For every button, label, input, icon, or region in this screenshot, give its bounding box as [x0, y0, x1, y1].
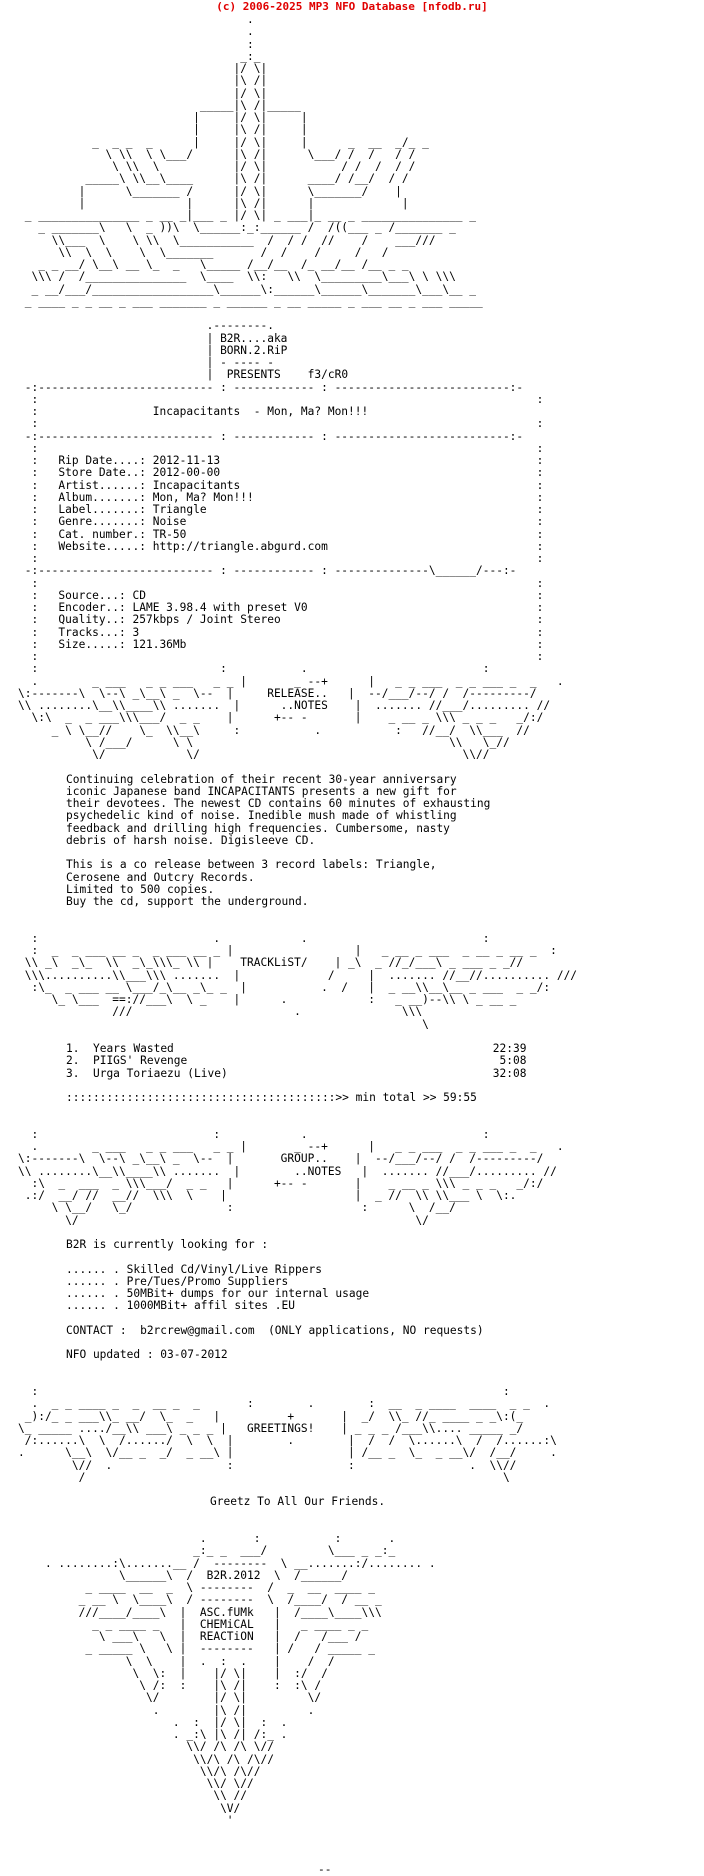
tracklist-header: : . . : : _ _ ___ __ _ _ ___ __ _ | | _ __ _ ___ _ __ _ __ _ : \\ _\ _\_ \\ _\_\\\_ \\ | TRACKLiST/ | _\ _ //_/___\ _ ___ _ _// \\\..........\\___\\\ ....... | / | ....... //__//.......... /// :\_ _ ___ __ \___/_\__ _\_ _ | . / | _ __\\__\__ _ ___ _ _/: \_ \___ ==://___\ \ _ | . : _ __)--\\ \ _ __ _ /// . \\\ \	[24, 931, 578, 1031]
track-title: Years Wasted	[92, 1042, 174, 1055]
track-row	[66, 1054, 526, 1067]
ascii-tag: f3/cR0	[307, 368, 349, 382]
tech-info: : : : Source...: CD : : Encoder..: LAME 3.98.4 with preset V0 : : Quality..: 257kbps / Joint Stereo : : Tracks...: 3 : : Size.....: 121.36Mb : : :	[31, 576, 544, 663]
track-time: 22:39	[492, 1042, 527, 1055]
release-notes-header: : : . : . _ ___ _ _ ___ _ _ | _ --+ | _ _ ___ _ _ ___ _ _ . \:-------\ \--\ _\__\ _ \-- | RELEASE.. | --/___/--/ / /---------/ \\ ........\__\\____\\ ....... | ..NOTES | ....... //___/......... // \:\ _ _ ___\\\___/ _ _ | +-- - | _ __ _ \\\ _ _ _ _/:/ _ \ \__// \_ \\__\ : . : //__/ \\___ // \ /___/ \ \ \\ \_// \/ \/ \\//	[18, 662, 564, 761]
site-header	[0, 0, 704, 14]
divider: -:-------------------------- : ------------ : --------------------------:-	[18, 429, 524, 443]
track-row	[66, 1067, 526, 1080]
logo-art: . . : _:_ |/ \| |\ /| |/ \| _____|\ /|_____ | |/ \| | | |\ /| | _ _ _ _ | |/ \| | _ __ _/_ _ \ \\ \ \___/ |\ /| \___/ / / / / \ \\ \ |/ \| / / / / / _____\ \\__\____ |\ /| ____/ /__/ / / | \_______ / |/ \| \_______/ | | | |\ /| | | _ _______________ _ __ _|___ _ |/ \| _ ___|_ __ _ _______________ _ _ _______\ \ _ ))\ \______:_:______ / /((___ _ /_______ _ \\___ \ \ \\ \___________ / / / // / ___/// \\ \ \ \ \_______ / / / / / _ _ __/ \__\ __ \_ _ \_____ /__/__ /_ __/__ /__ _ _ \\\ / /_______________ \____ \\: \\ \_________\___\ \ \\\ _ __/___/__________________\______\:______\______\_______\___\__ _ _ ____ _ _ __ _ ___ _______ _ ______ _ __ _____ _ ___ __ _ ___ _____	[24, 14, 483, 308]
greetz-text: Greetz To All Our Friends.	[210, 1495, 386, 1509]
track-number: 1.	[66, 1042, 80, 1055]
release-title: Incapacitants - Mon, Ma? Mon!!!	[152, 405, 369, 418]
copyright-text[interactable]: (c) 2006-2025 MP3 NFO Database [nfodb.ru]	[216, 0, 488, 13]
greetings-header: : : . _ _ ____ _ _ __ _ _ : . : __ _ ____ ____ _ _ . _):/_ _ ___\\_ __/ \_ _ | + | _/ \\_ //_ ____ _ _\:(_ \_ _____ ..../__\\ ___\ _ _ _ | GREETINGS! | _ _ _ /___\\.... _____ _/ /:......\ \ /....../ \ \ | . | / / \......\ / /......:\ . \__\ \/__ _ _/ _ __\ | | /__ _ \_ _ __\/ /__/ . \// . : : . \\// / \	[18, 1385, 557, 1484]
presents-box: .--------. | B2R....aka | BORN.2.RiP | - ---- - | PRESENTS	[206, 319, 288, 382]
group-notes: B2R is currently looking for : ...... . Skilled Cd/Vinyl/Live Rippers ...... . Pre/Tues/Promo Suppliers ...... . 50MBit+ dumps for our internal usage ...... . 1000MBit+ affil sites .EU CONTACT : b2rcrew@gmail.com (ONLY applications, NO requests) NFO updated : 03-07-2012	[66, 1238, 484, 1362]
divider: -:-------------------------- : ------------ : --------------------------:-	[18, 380, 524, 394]
total-time: ::::::::::::::::::::::::::::::::::::::::>> min total >> 59:55	[66, 1091, 477, 1104]
track-title: PIIGS' Revenge	[92, 1054, 188, 1068]
track-time: 32:08	[492, 1066, 527, 1080]
divider: -:-------------------------- : ------------ : --------------\______/---:-	[18, 564, 517, 578]
tracklist	[18, 1043, 704, 1104]
track-number: 2.	[66, 1054, 80, 1068]
release-notes: Continuing celebration of their recent 30-year anniversary iconic Japanese band INCAPACITANTS presents a new gift for their devotees. The newest CD contains 60 minutes of exhausting psychedelic kind of noise. Inedible mush made of whistling feedback and drilling high frequencies. Cumbersome, nasty debris of harsh noise. Digisleeve CD. This is a co release between 3 record labels: Triangle, Cerosene and Outcry Records. Limited to 500 copies. Buy the cd, support the underground.	[66, 772, 491, 908]
track-title: Urga Toriaezu (Live)	[92, 1066, 228, 1080]
footer-art: . : : . _:_ _ ___/ \___ _ _:_ . ........:\.......__ / -------- \ __.......:/........ . \______\ / B2R.2012 \ /______/ _ ____ __ _ \ -------- / _ __ ____ _ _ __ \ \____\ / -------- \ /____/ / __ _ ///____/____\ | ASC.fUMk | /____\____\\\ _ _ ____ _ | CHEMiCAL | _ ____ _ _ \ ___\ \ | REACTiON | / /___ / _ _____ \ \ | -------- | / / _____ _ \ \ | . : . | / / \ \: | |/ \| | :/ / \ /: : |\ /| : :\ / \/ |/ \| \/ . |\ /| . . : |/ \| : . . _:\ |\ /| /:_ . \\/ /\ /\ \// \\/\ /\ /\// \\/\ /\// \\/ \// \\ // \V/ '	[44, 1532, 436, 1827]
release-info: : : : Rip Date....: 2012-11-13 : : Store Date..: 2012-00-00 : : Artist......: Incapacitants : : Album.......: Mon, Ma? Mon!!! : : Label.......: Triangle : : Genre.......: Noise : : Cat. number.: TR-50 : : Website.....: http://triangle.abgurd.com : : :	[31, 441, 544, 565]
track-number: 3.	[66, 1066, 80, 1080]
track-row	[66, 1042, 526, 1055]
nfo-document: . . : _:_ |/ \| |\ /| |/ \| _____|\ /|_____ | |/ \| | | |\ /| | _ _ _ _ | |/ \| | _ __ _/_ _ \ \\ \ \___/ |\ /| \___/ / / / / \ \\ \ |/ \| / / / / / _____\ \\__\____ |\ /| ____/ /__/ / / | \_______ / |/ \| \_______/ | | | |\ /| | | _ _______________ _ __ _|___ _ |/ \| _ ___|_ __ _ _______________ _ _ _______\ \ _ ))\ \______:_:______ / /((___ _ /_______ _ \\___ \ \ \\ \___________ / / / // / ___/// \\ \ \ \ \_______ / / / / / _ _ __/ \__\ __ \_ _ \_____ /__/__ /_ __/__ /__ _ _ \\\ / /_______________ \____ \\: \\ \_________\___\ \ \\\ _ __/___/__________________\______\:______\______\_______\___\__ _ _ ____ _ _ __ _ ___ _______ _ ______ _ __ _____ _ ___ __ _ ___ _____ .--------. | B2R....aka | BORN.2.RiP | - ---- - | PRESENTS f3/cR0 -:-------------------------- : ------------ : --------------------------:- : : : Incapacitants - Mon, Ma? Mon!!! : : -:-------------------------- : ------------ : --------------------------:- : : : Rip Date....: 2012-11-13 : : Store Date..: 2012-00-00 : : Artist......: Incapacitants : : Album.......: Mon, Ma? Mon!!! : : Label.......: Triangle : : Genre.......: Noise : : Cat. number.: TR-50 : : Website.....: http://triangle.abgurd.com : : : -:-------------------------- : ------------ : --------------\______/---:- : : : Source...: CD : : Encoder..: LAME 3.98.4 with preset V0 : : Quality..: 257kbps / Joint Stereo : : Tracks...: 3 : : Size.....: 121.36Mb : : : : : . : . _ ___ _ _ ___ _ _ | _ --+ | _ _ ___ _ _ ___ _ _ . \:-------\ \--\ _\__\ _ \-- | RELEASE.. | --/___/--/ / /---------/ \\ ........\__\\____\\ ....... | ..NOTES | ....... //___/......... // \:\ _ _ ___\\\___/ _ _ | +-- - | _ __ _ \\\ _ _ _ _/:/ _ \ \__// \_ \\__\ : . : //__/ \\___ // \ /___/ \ \ \\ \_// \/ \/ \\// Continuing celebration of their recent 30-year anniversary iconic Japanese band INCAPACITANTS presents a new gift for their devotees. The newest CD contains 60 minutes of exhausting psychedelic kind of noise. Inedible mush made of whistling feedback and drilling high frequencies. Cumbersome, nasty debris of harsh noise. Digisleeve CD. This is a co release between 3 record labels: Triangle, Cerosene and Outcry Records. Limited to 500 copies. Buy the cd, support the underground. : . . : : _ _ ___ __ _ _ ___ __ _ | | _ __ _ ___ _ __ _ __ _ : \\ _\ _\_ \\ _\_\\\_ \\ | TRACKLiST/ | _\ _ //_/___\ _ ___ _ _// \\\..........\\___\\\ ....... | / | ....... //__//.......... /// :\_ _ ___ __ \___/_\__ _\_ _ | . / | _ __\\__\__ _ ___ _ _/: \_ \___ ==://___\ \ _ | . : _ __)--\\ \ _ __ _ /// . \\\ \ 1. Years Wasted 22:39 2. PIIGS' Revenge 5:08 3. Urga Toriaezu (Live) 32:08 ::::::::::::::::::::::::::::::::::::::::>> min total >> 59:55 : : . : . _ ___ _ _ ___ _ _ | _ --+ | _ _ ___ _ _ ___ _ _ . \:-------\ \--\ _\__\ _ \-- | GROUP.. | --/___/--/ / /---------/ \\ ........\__\\____\\ ....... | ..NOTES | ....... //___/......... // :\ _ ___ _ \\\___/ _ _ | +-- - | _ __ _ \\\ _ _ _ _/:/ .:/ __/ // __// \\\ \ | | _ // \\ \\___ \ \:. \ \__/ \_/ : : \ /__/ \/ \/ B2R is currently looking for : ...... . Skilled Cd/Vinyl/Live Rippers ...... . Pre/Tues/Promo Suppliers ...... . 50MBit+ dumps for our internal usage ...... . 1000MBit+ affil sites .EU CONTACT : b2rcrew@gmail.com (ONLY applications, NO requests) NFO updated : 03-07-2012 : : . _ _ ____ _ _ __ _ _ : . : __ _ ____ ____ _ _ . _):/_ _ ___\\_ __/ \_ _ | + | _/ \\_ //_ ____ _ _\:(_ \_ _____ ..../__\\ ___\ _ _ _ | GREETINGS! | _ _ _ /___\\.... _____ _/ /:......\ \ /....../ \ \ | . | / / \......\ / /......:\ . \__\ \/__ _ _/ _ __\ | | /__ _ \_ _ __\/ /__/ . \// . : : . \\// / \ Greetz To All Our Friends. . : : . _:_ _ ___/ \___ _ _:_ . ........:\.......__ / -------- \ __.......:/........ . \______\ / B2R.2012 \ /______/ _ ____ __ _ \ -------- / _ __ ____ _ _ __ \ \____\ / -------- \ /____/ / __ _ ///____/____\ | ASC.fUMk | /____\____\\\ _ _ ____ _ | CHEMiCAL | _ ____ _ _ \ ___\ \ | REACTiON | / /___ / _ _____ \ \ | -------- | / / _____ _ \ \ | . : . | / / \ \: | |/ \| | :/ / \ /: : |\ /| : :\ / \/ |/ \| \/ . |\ /| . . : |/ \| : . . _:\ |\ /| /:_ . \\/ /\ /\ \// \\/\ /\ /\// \\/\ /\// \\/ \// \\ // \V/ ' --	[0, 14, 704, 1876]
group-notes-header: : : . : . _ ___ _ _ ___ _ _ | _ --+ | _ _ ___ _ _ ___ _ _ . \:-------\ \--\ _\__\ _ \-- | GROUP.. | --/___/--/ / /---------/ \\ ........\__\\____\\ ....... | ..NOTES | ....... //___/......... // :\ _ ___ _ \\\___/ _ _ | +-- - | _ __ _ \\\ _ _ _ _/:/ .:/ __/ // __// \\\ \ | | _ // \\ \\___ \ \:. \ \__/ \_/ : : \ /__/ \/ \/	[18, 1127, 564, 1227]
track-time: 5:08	[499, 1054, 527, 1068]
footer-mark: --	[318, 1862, 332, 1876]
